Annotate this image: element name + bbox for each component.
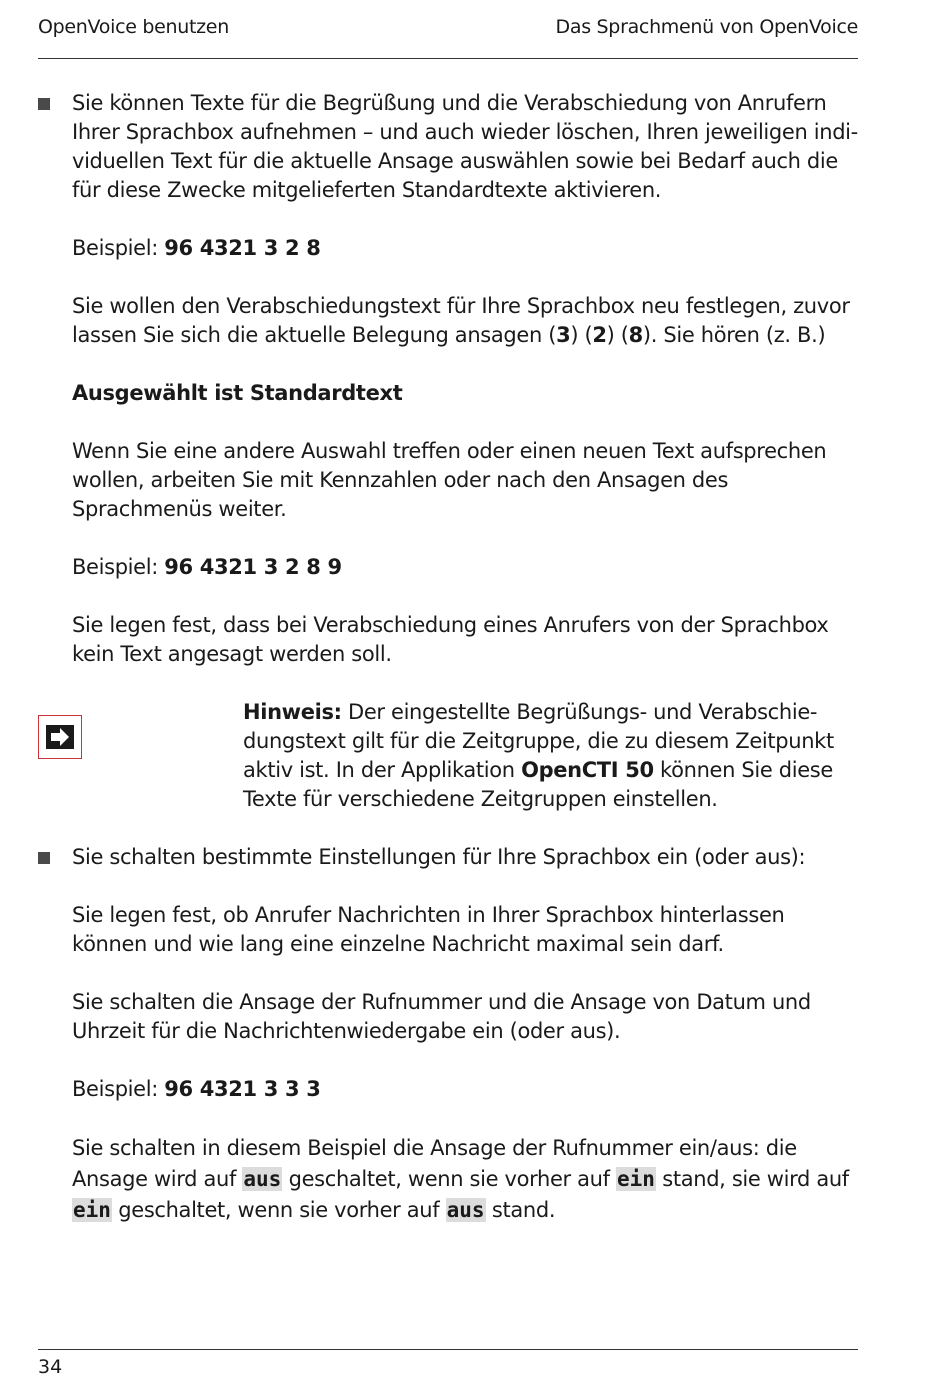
paragraph-no-text: Sie legen fest, dass bei Verabschiedung eines Anrufers von der Sprachbox kein Text angesagt werden soll.	[72, 613, 829, 666]
page-number: 34	[38, 1356, 63, 1378]
list-item-settings	[72, 843, 864, 1226]
announcement-text: Ausgewählt ist Standardtext	[72, 381, 403, 405]
arrow-right-icon	[38, 715, 82, 759]
note-text: Hinweis: Der eingestellte Begrüßungs- und Verabschiedungstext gilt für die Zeitgruppe, die zu diesem Zeitpunkt aktiv ist. In der Applikation OpenCTI 50 können Sie diese Texte für verschiedene Zeitgruppen einstellen.	[243, 700, 834, 811]
header-chapter: OpenVoice benutzen	[38, 16, 229, 38]
header-section: Das Sprachmenü von OpenVoice	[555, 16, 858, 38]
paragraph-change-goodbye: Sie wollen den Verabschiedungstext für Ihre Sprachbox neu festlegen, zuvor lassen Sie sich die aktuelle Belegung ansagen (3) (2) (8). Sie hören (z. B.)	[72, 294, 850, 347]
example-1-code: 96 4321 3 2 8	[164, 236, 321, 260]
note-box	[72, 698, 843, 814]
example-3: Beispiel: 96 4321 3 3 3	[72, 1077, 321, 1101]
header-divider	[38, 58, 858, 59]
bullet-square-icon	[38, 852, 50, 864]
display-value-aus: aus	[446, 1198, 485, 1222]
paragraph-number-announcement: Sie schalten die Ansage der Rufnummer und die Ansage von Datum und Uhrzeit für die Nachrichtenwiedergabe ein (oder aus).	[72, 990, 811, 1043]
note-label: Hinweis:	[243, 700, 342, 724]
page-content	[72, 89, 864, 1226]
paragraph-messages: Sie legen fest, ob Anrufer Nachrichten in Ihrer Sprachbox hinterlassen können und wie lang eine einzelne Nachricht maximal sein darf.	[72, 903, 785, 956]
key-2: 2	[592, 323, 607, 347]
list-item-texts	[72, 89, 864, 669]
example-2: Beispiel: 96 4321 3 2 8 9	[72, 555, 342, 579]
key-3: 3	[556, 323, 571, 347]
display-value-ein: ein	[73, 1198, 111, 1222]
note-app-name: OpenCTI 50	[521, 758, 654, 782]
paragraph-toggle: Sie schalten in diesem Beispiel die Ansage der Rufnummer ein/aus: die Ansage wird auf aus geschaltet, wenn sie vorher auf ein stand, sie wird auf ein geschaltet, wenn sie vorher auf aus stand.	[72, 1136, 849, 1222]
bullet-square-icon	[38, 98, 50, 110]
paragraph-settings-intro: Sie schalten bestimmte Einstellungen für Ihre Sprachbox ein (oder aus):	[72, 845, 806, 869]
key-8: 8	[628, 323, 643, 347]
paragraph-other-selection: Wenn Sie eine andere Auswahl treffen oder einen neuen Text aufsprechen wollen, arbeiten Sie mit Kennzahlen oder nach den Ansagen des Sprachmenüs weiter.	[72, 439, 827, 521]
example-1: Beispiel: 96 4321 3 2 8	[72, 236, 321, 260]
example-3-code: 96 4321 3 3 3	[164, 1077, 321, 1101]
footer-divider	[38, 1349, 858, 1350]
display-value-aus: aus	[243, 1167, 282, 1191]
paragraph-intro: Sie können Texte für die Begrüßung und die Verabschiedung von Anrufern Ihrer Sprachbox aufnehmen – und auch wieder löschen, Ihren jeweiligen individuellen Text für die aktuelle Ansage auswählen sowie bei Bedarf auch die für diese Zwecke mitgelieferten Standardtexte aktivieren.	[72, 91, 859, 202]
display-value-ein: ein	[616, 1167, 655, 1191]
example-2-code: 96 4321 3 2 8 9	[164, 555, 342, 579]
page-header	[38, 16, 858, 40]
